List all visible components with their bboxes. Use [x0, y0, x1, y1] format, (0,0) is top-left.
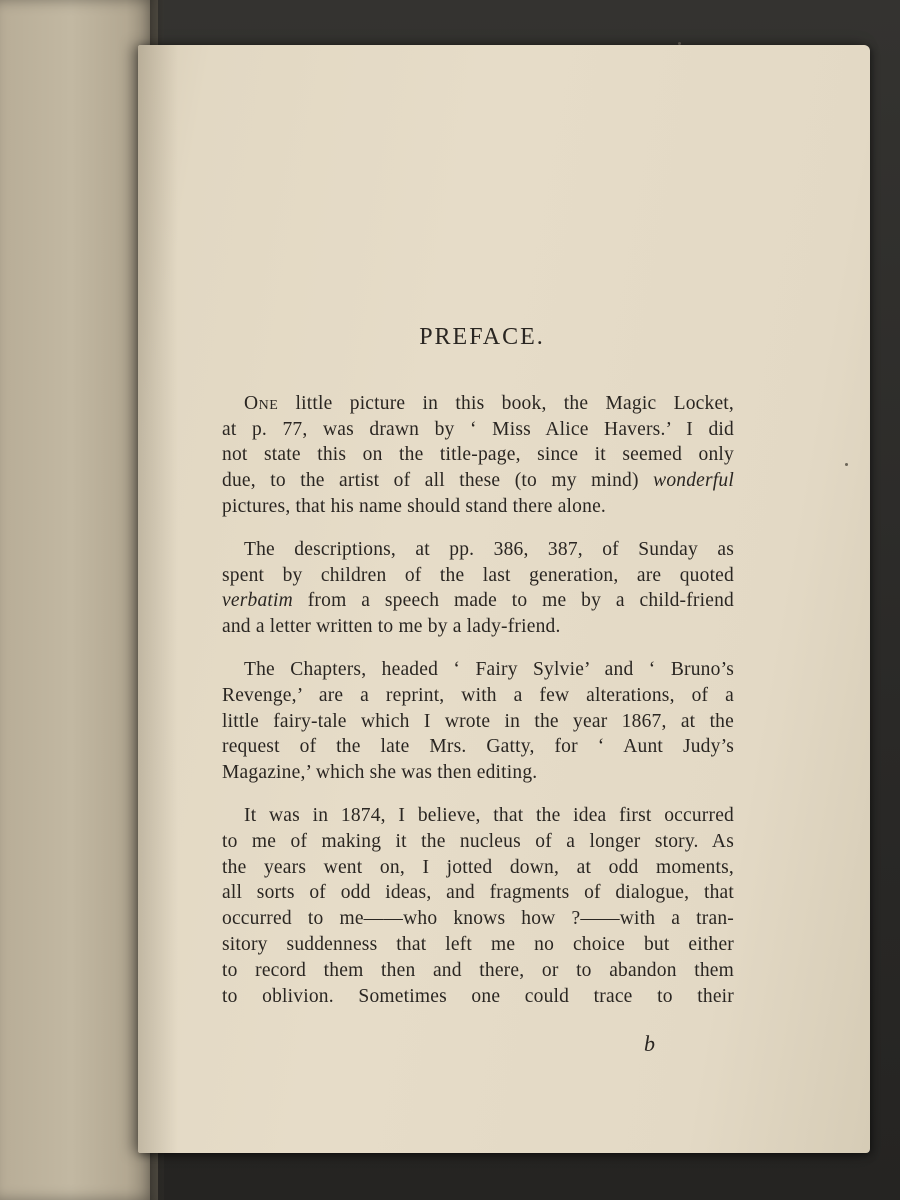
- left-page: [0, 0, 158, 1200]
- text-line: request of the late Mrs. Gatty, for ‘ Aunt Judy’s: [222, 736, 734, 758]
- page-title: PREFACE.: [419, 324, 545, 350]
- paper-speck: [678, 42, 681, 45]
- text-line: pictures, that his name should stand there alone.: [222, 495, 606, 517]
- text-span: little picture in this book, the Magic Locket,: [278, 392, 734, 414]
- italic-word: verbatim: [222, 590, 293, 612]
- text-line: Revenge,’ are a reprint, with a few alterations, of a: [222, 684, 734, 706]
- paragraph-2: [222, 537, 734, 640]
- text-line: little fairy-tale which I wrote in the year 1867, at the: [222, 710, 734, 732]
- text-line: spent by children of the last generation, are quoted: [222, 564, 734, 586]
- text-line: The Chapters, headed ‘ Fairy Sylvie’ and ‘ Bruno’s: [244, 658, 734, 680]
- text-line: all sorts of odd ideas, and fragments of dialogue, that: [222, 882, 734, 904]
- page-curve-shadow: [138, 45, 178, 1153]
- text-line: The descriptions, at pp. 386, 387, of Sunday as: [244, 538, 734, 560]
- paper-speck: [845, 463, 848, 466]
- text-span: due, to the artist of all these (to my mind): [222, 470, 654, 492]
- text-line: Magazine,’ which she was then editing.: [222, 762, 538, 784]
- text-line: [222, 391, 734, 417]
- text-span: from a speech made to me by a child-friend: [292, 590, 734, 612]
- paragraph-4: [222, 803, 734, 1009]
- drop-word: One: [244, 392, 279, 414]
- text-line: sitory suddenness that left me no choice but either: [222, 933, 734, 955]
- paragraph-3: [222, 657, 734, 786]
- paragraph-1: [222, 391, 734, 520]
- text-line: [222, 588, 734, 614]
- preface-text: [222, 325, 734, 1026]
- text-line: to record them then and there, or to abandon them: [222, 959, 734, 981]
- text-line: not state this on the title-page, since it seemed only: [222, 444, 734, 466]
- signature-mark: b: [644, 1031, 655, 1056]
- text-line: and a letter written to me by a lady-friend.: [222, 616, 561, 638]
- text-line: occurred to me——who knows how ?——with a tran-: [222, 908, 734, 930]
- right-page: [138, 45, 870, 1153]
- text-line: the years went on, I jotted down, at odd moments,: [222, 856, 734, 878]
- text-line: at p. 77, was drawn by ‘ Miss Alice Havers.’ I did: [222, 418, 734, 440]
- text-line: to me of making it the nucleus of a longer story. As: [222, 830, 734, 852]
- text-line: It was in 1874, I believe, that the idea first occurred: [244, 804, 734, 826]
- text-line: to oblivion. Sometimes one could trace to their: [222, 985, 734, 1007]
- italic-word: wonderful: [653, 470, 734, 492]
- text-line: [222, 468, 734, 494]
